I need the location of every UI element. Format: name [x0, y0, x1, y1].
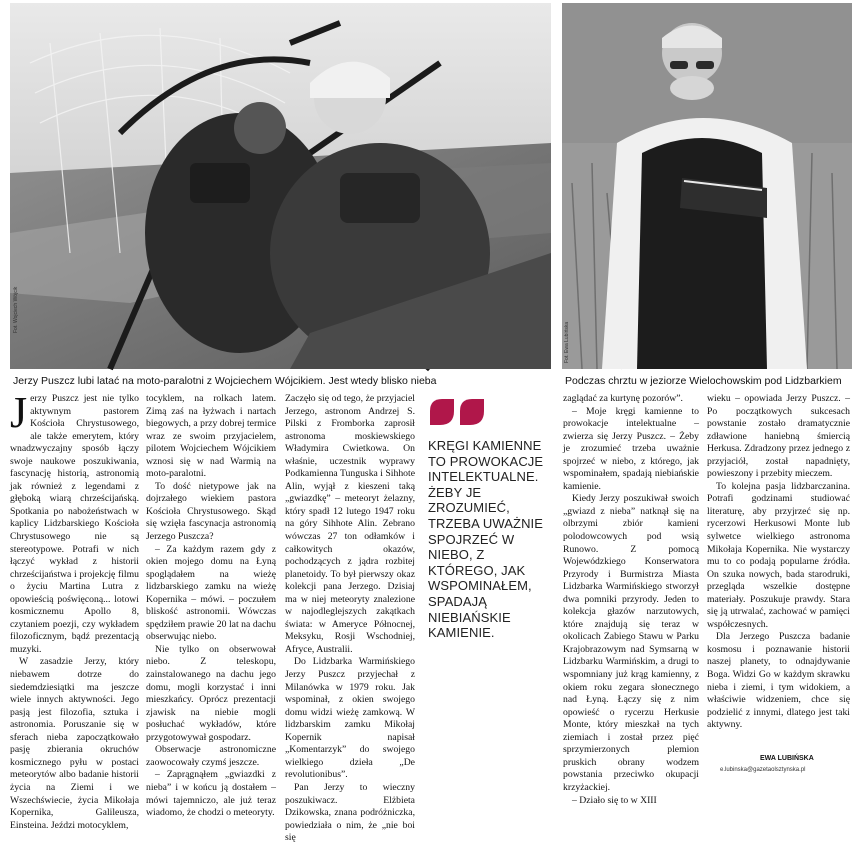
article-paragraph: To kolejna pasja lidzbarczanina. Potrafi godzinami studiować literaturę, aby przyjrzeć się np. rycerzowi Herkusowi Monte lub sylwetce wielkiego astronoma Mikołaja Kopernika. Nie wystarczy mu to co podają popularne źródła. On szuka nowych, bada starodruki, przegląda wszelkie dostępne materiały. Poszukuje prawdy. Stara się ją utrwalać, zachować w pamięci współczesnych.	[707, 480, 850, 630]
article-paragraph: wieku – opowiada Jerzy Puszcz. – Po początkowych sukcesach powstanie zostało dramatycznie zdławione haniebną śmiercią Herkusa. Zdradzony przez jednego z przyjaciół, został napadnięty, powieszony i przebity mieczem.	[707, 393, 850, 480]
article-paragraph: – Zaprągnąłem „gwiazdki z nieba” i w końcu ją dostałem – mówi tajemniczo, ale już teraz wiadomo, że chodzi o meteoryty.	[146, 769, 276, 819]
pull-quote-text: KRĘGI KAMIENNE TO PROWOKACJE INTELEKTUALNE. ŻEBY JE ZROZUMIEĆ, TRZEBA UWAŻNIE SPOJRZEĆ W NIEBO, Z KTÓREGO, JAK WSPOMINAŁEM, SPADAJĄ NIEBIAŃSKIE KAMIENIE.	[428, 438, 544, 641]
left-photo-caption: Jerzy Puszcz lubi latać na moto-paralotni z Wojciechem Wójcikiem. Jest wtedy blisko nieba	[13, 375, 437, 387]
article-paragraph: Nie tylko on obserwował niebo. Z teleskopu, zainstalowanego na dachu jego domu, mogli korzystać i inni mieszkańcy. Oprócz prezentacji zjawisk na niebie mogli posłuchać wykładów, które przygotowywał gospodarz.	[146, 643, 276, 743]
baptism-photo	[562, 3, 852, 369]
article-column-1	[10, 388, 139, 831]
article-column-4	[563, 393, 699, 806]
article-paragraph: – Za każdym razem gdy z okien mojego domu na Łyną spoglądałem na wieżę lidzbarskiego zamku na wieżę Kopernika – mówi. – poczułem bliskość astronomii. Wówczas spędziłem prawie 20 lat na dachu obserwując niebo.	[146, 543, 276, 643]
article-paragraph: To dość nietypowe jak na dojrzałego wiekiem pastora Kościoła Chrystusowego. Skąd się wzięła fascynacja astronomią Jerzego Puszcza?	[146, 480, 276, 543]
author-email[interactable]: e.lubinska@gazetaolsztynska.pl	[720, 767, 806, 773]
baptism-image	[562, 3, 852, 369]
article-paragraph: – Działo się to w XIII	[572, 794, 657, 806]
left-photo-credit: Fot. Wojciech Wójcik	[13, 286, 19, 333]
article-column-3	[285, 393, 415, 844]
quote-mark-icon	[428, 397, 488, 427]
article-paragraph: Pan Jerzy to wieczny poszukiwacz. Elżbieta Dzikowska, znana podróżniczka, powiedziała o nim, że „nie boi się	[285, 781, 415, 844]
article-paragraph: W zasadzie Jerzy, który niebawem dotrze do siedemdziesiątki ma jeszcze wiele innych aktywności. Jego pasją jest filozofia, sztuka i astronomia. Poruszanie się w sferach nieba zapoczątkowało pasję zbierania okruchów kosmicznego pyłu w postaci meteorytów albo badanie historii życia na Ziemi i we Wszechświecie, życia Mikołaja Kopernika, Galileusza, Einsteina. Jeździ motocyklem,	[10, 656, 139, 831]
article-paragraph: Obserwacje astronomiczne zaowocowały czymś jeszcze.	[146, 744, 276, 768]
paramotor-photo	[10, 3, 551, 369]
article-column-2	[146, 393, 276, 819]
article-paragraph: – Moje kręgi kamienne to prowokacje intelektualne – zwierza się Jerzy Puszcz. – Żeby je zrozumieć trzeba uważnie spojrzeć w niebo, z którego, jak wspominałem, spadają niebiańskie kamienie.	[563, 405, 699, 492]
article-paragraph: tocyklem, na rolkach latem. Zimą zaś na łyżwach i nartach biegowych, a przy dobrej termice wraz ze swoim przyjacielem, pilotem Wojciechem Wójcikiem wznosi się w nad Warmią na moto-paralotni.	[146, 393, 276, 480]
article-paragraph: Zaczęło się od tego, że przyjaciel Jerzego, astronom Andrzej S. Pilski z Fromborka zaprosił astronoma moskiewskiego Władymira Cwietkowa. On właśnie, uczestnik wyprawy Podkamienna Tunguska i Sihhote Alin, wyjął z kieszeni taką „gwiazdkę” – meteoryt żelazny, który spadł 12 lutego 1947 roku na góry Sihhote Alin. Zebrano wówczas 27 ton odłamków i całkowitych okazów, pochodzących z jądra rozbitej planetoidy. To był pierwszy okaz kolekcji pana Jerzego. Dzisiaj ma w niej meteoryty znalezione w najodleglejszych zakątkach świata: w Ameryce Północnej, Meksyku, Rosji Wschodniej, Afryce, Australii.	[285, 393, 415, 655]
right-photo-credit: Fot. Ewa Lubińska	[564, 321, 570, 363]
article-paragraph: zaglądać za kurtynę pozorów”.	[563, 393, 683, 404]
article-column-5	[707, 393, 850, 745]
article-paragraph: Do Lidzbarka Warmińskiego Jerzy Puszcz przyjechał z Milanówka w 1979 roku. Jak wspominał, z okien swojego domu widzi wieżę zamkową. W lidzbarskim zamku Mikołaj Kopernik napisał „Komentarzyk” do swojego wielkiego dzieła „De revolutionibus”.	[285, 656, 415, 781]
article-paragraph: Jerzy Puszcz jest nie tylko aktywnym pastorem Kościoła Chrystusowego, ale także emerytem, który wnadzwyczajny sposób łączy swoje naukowe poszukiwania, fascynację historią, astronomią jak również z legendami z głęboką wiarą chrześcijańską. Spotkania po nabożeństwach w kaplicy Lidzbarskiego Kościoła Chrystusowego nie są stereotypowe. Potrafi w nich łączyć wykład z historii chrześcijaństwa i projekcję filmu o życiu Martina Lutra z opowieścią poświęconą... lotowi kosmicznemu Apollo 8, czytaniem poezji, czy wykładem filozoficznym, bądź prezentacją muzyki.	[10, 388, 139, 655]
article-paragraph: Kiedy Jerzy poszukiwał swoich „gwiazd z nieba” natknął się na olbrzymi zbiór kamieni polodowcowych pod wsią Runowo. Z pomocą Wojewódzkiego Konserwatora Przyrody i Burmistrza Miasta Lidzbarka Warmińskiego stworzył dwa pomniki przyrody. Jeden to kolekcja głazów narzutowych, które znajdują się teraz w okolicach Zabiego Stawu w Parku Krajobrazowym nad Symsarną w Lidzbarku Warmińskim, a drugi to wspomniany już krąg kamienny, z okiem roku zegara słonecznego nad Łyną. Łączy się z nim opowieść o rycerzu Herkusie Monte, który mieszkał na tych ziemiach i został przez pięć sprzymierzonych plemion pruskich obrany wodzem powstania przeciwko okupacji krzyżackiej.	[563, 493, 699, 793]
article-paragraph: Dla Jerzego Puszcza badanie kosmosu i poznawanie historii naszej planety, to odnajdywanie Boga. Widzi Go w każdym skrawku nieba i ziemi, i tym widokiem, a właściwie widzeniem, chce się podzielić z innymi, dlatego jest taki aktywny.	[707, 631, 850, 731]
pull-quote	[428, 397, 548, 641]
right-photo-caption: Podczas chrztu w jeziorze Wielochowskim pod Lidzbarkiem	[565, 375, 842, 387]
drop-cap: J	[10, 388, 28, 437]
paramotor-image	[10, 3, 551, 369]
author-byline: EWA LUBIŃSKA	[760, 755, 814, 762]
